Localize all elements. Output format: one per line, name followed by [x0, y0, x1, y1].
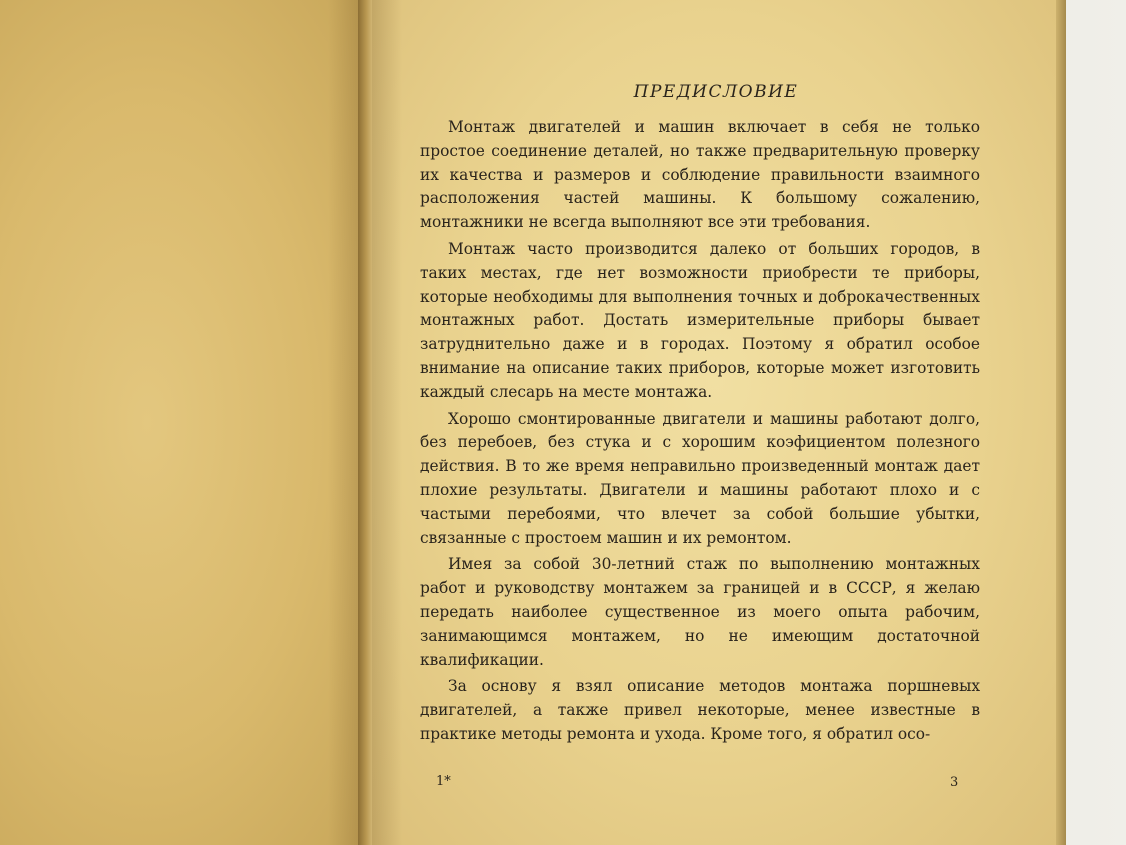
- paragraph-5: За основу я взял описание методов монтажа поршневых двигателей, а также привел некоторые, менее известные в практике методы ремонта и ухода. Кроме того, я обратил осо-: [420, 677, 980, 743]
- page-heading: ПРЕДИСЛОВИЕ: [633, 82, 799, 102]
- paragraph-1: Монтаж двигателей и машин включает в себя не только простое соединение деталей, но также предварительную проверку их качества и размеров и соблюдение правильности взаимного расположения частей машины. К большому сожалению, монтажники не всегда выполняют все эти требования.: [420, 118, 980, 232]
- paragraph-4: Имея за собой 30-летний стаж по выполнению монтажных работ и руководству монтажем за границей и в СССР, я желаю передать наиболее существенное из моего опыта рабочим, занимающимся монтажем, но не имеющим достаточной квалификации.: [420, 555, 980, 669]
- paragraph-2: Монтаж часто производится далеко от больших городов, в таких местах, где нет возможности приобрести те приборы, которые необходимы для выполнения точных и доброкачественных монтажных работ. Достать измерительные приборы бывает затруднительно даже и в городах. Поэтому я обратил особое внимание на описание таких приборов, которые может изготовить каждый слесарь на месте монтажа.: [420, 239, 980, 401]
- paragraph-3: Хорошо смонтированные двигатели и машины работают долго, без перебоев, без стука и с хорошим коэфициентом полезного действия. В то же время неправильно произведенный монтаж дает плохие результаты. Двигатели и машины работают плохо и с частыми перебоями, что влечет за собой большие убытки, связанные с простоем машин и их ремонтом.: [420, 409, 980, 547]
- signature-mark: 1*: [436, 774, 451, 789]
- page-edge: [1056, 0, 1066, 845]
- page-number: 3: [950, 775, 959, 790]
- right-page: [372, 0, 1060, 845]
- page-text-block: [420, 82, 980, 750]
- left-page-blank: [0, 0, 368, 845]
